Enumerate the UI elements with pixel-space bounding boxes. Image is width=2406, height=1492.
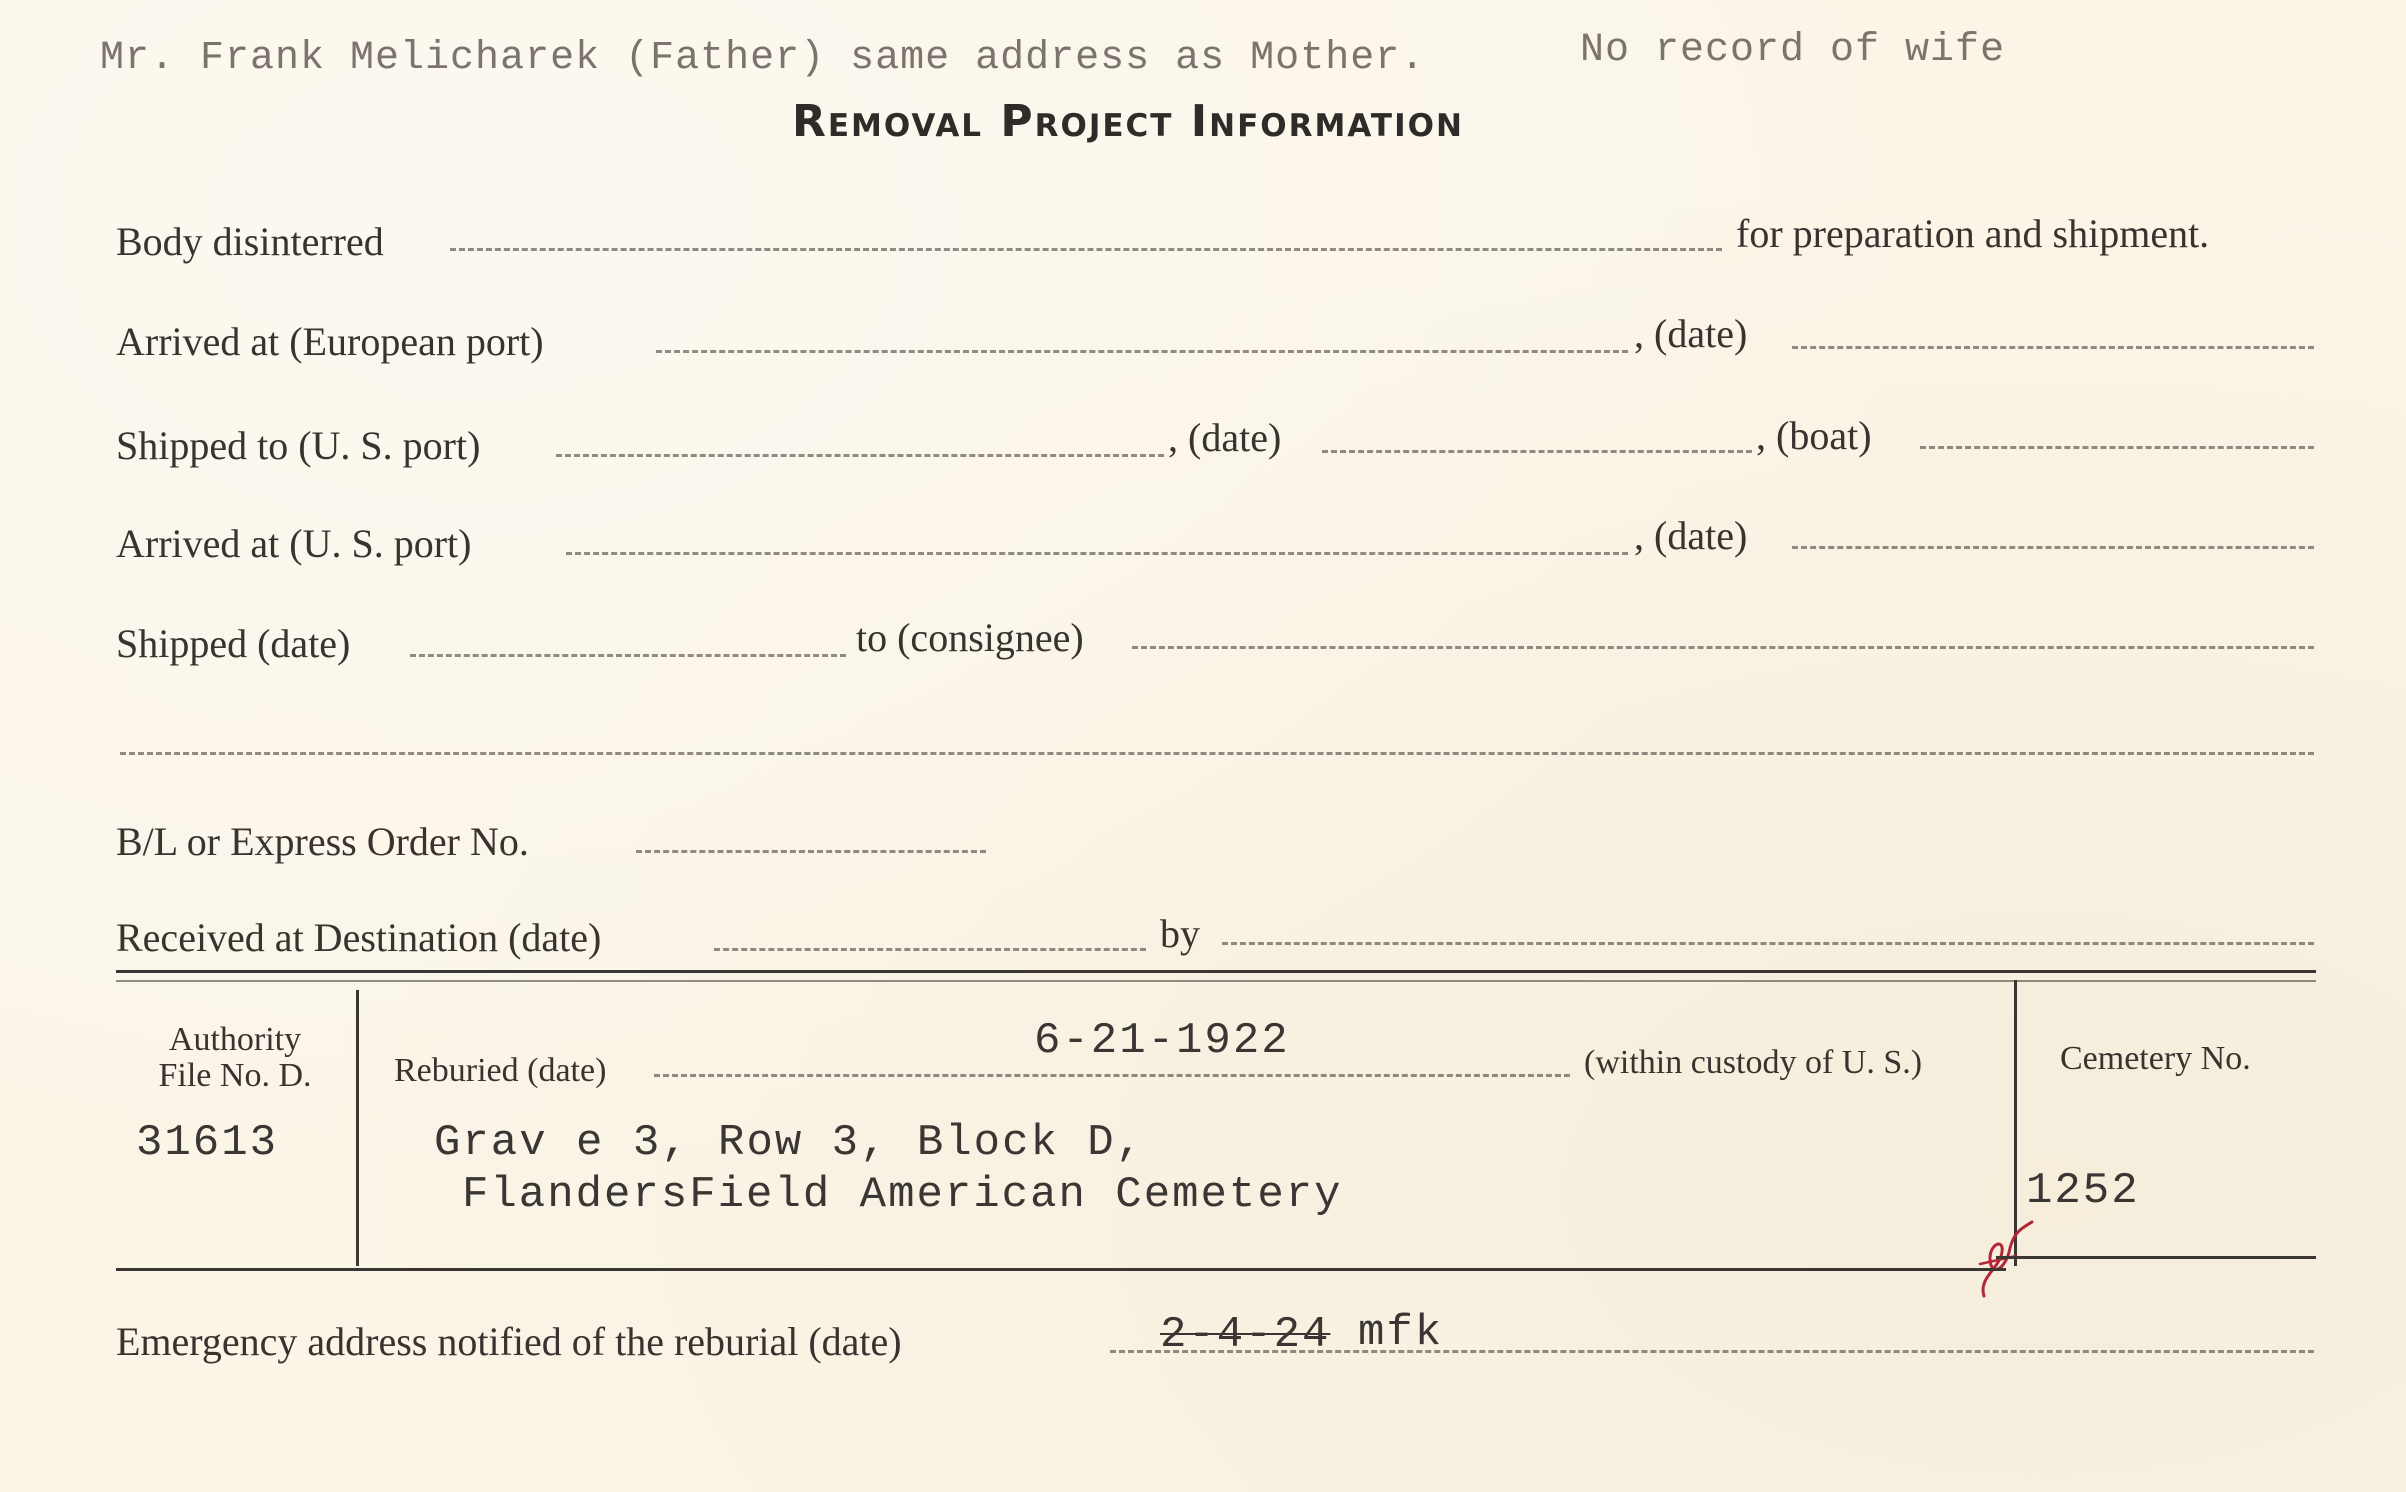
authority-label-line-2: File No. D. [158,1056,312,1094]
section-rule-bottom-right [1996,1256,2316,1259]
label-body-disinterred: Body disinterred [116,219,384,264]
section-rule-top-2 [116,980,2316,982]
authority-label [130,1022,340,1093]
label-date-2: , (date) [1168,415,1282,460]
cemetery-number-value: 1252 [2026,1166,2140,1216]
blank-body-disinterred [450,248,1722,251]
blank-bl-express-order [636,850,986,853]
blank-boat [1920,446,2314,449]
blank-received-date [714,948,1146,951]
label-emergency-address: Emergency address notified of the reburial (date) [116,1319,902,1364]
section-rule-top [116,970,2316,973]
label-to-consignee: to (consignee) [856,615,1084,660]
label-by: by [1160,911,1200,956]
label-shipped-us-port: Shipped to (U. S. port) [116,423,481,468]
emergency-initials: mfk [1358,1308,1444,1358]
reburied-date-value: 6-21-1922 [1034,1016,1290,1066]
blank-european-port [656,350,1628,353]
emergency-date-value: 2-4-24 [1160,1310,1331,1360]
blank-shipped-date [410,654,846,657]
label-received-destination: Received at Destination (date) [116,915,602,960]
blank-us-port [556,454,1164,457]
grave-location-line-1: Grav e 3, Row 3, Block D, [434,1118,1145,1168]
label-shipped-date: Shipped (date) [116,621,351,666]
authority-file-number: 31613 [136,1118,279,1168]
blank-date-2 [1322,450,1752,453]
label-for-preparation: for preparation and shipment. [1736,211,2210,256]
label-cemetery-no: Cemetery No. [2060,1040,2251,1077]
divider-authority [356,990,359,1266]
label-reburied-date: Reburied (date) [394,1052,607,1089]
blank-received-by [1222,942,2314,945]
label-date-1: , (date) [1634,311,1748,356]
blank-date-3 [1792,546,2314,549]
label-bl-express-order: B/L or Express Order No. [116,819,529,864]
blank-consignee-continued [120,752,2314,755]
grave-location-line-2: FlandersField American Cemetery [462,1170,1343,1220]
blank-arrived-us-port [566,552,1628,555]
label-arrived-european-port: Arrived at (European port) [116,319,544,364]
blank-date-1 [1792,346,2314,349]
card-title: Removal Project Information [792,96,1464,147]
label-date-3: , (date) [1634,513,1748,558]
typed-note-right: No record of wife [1580,28,2006,73]
blank-consignee [1132,646,2314,649]
label-within-custody: (within custody of U. S.) [1584,1044,1923,1081]
label-boat: , (boat) [1756,413,1872,458]
typed-note: Mr. Frank Melicharek (Father) same address as Mother. [100,36,1426,81]
label-arrived-us-port: Arrived at (U. S. port) [116,521,472,566]
authority-label-line-1: Authority [168,1021,302,1058]
blank-reburied-date [654,1074,1570,1077]
section-rule-bottom-left [116,1268,2006,1271]
